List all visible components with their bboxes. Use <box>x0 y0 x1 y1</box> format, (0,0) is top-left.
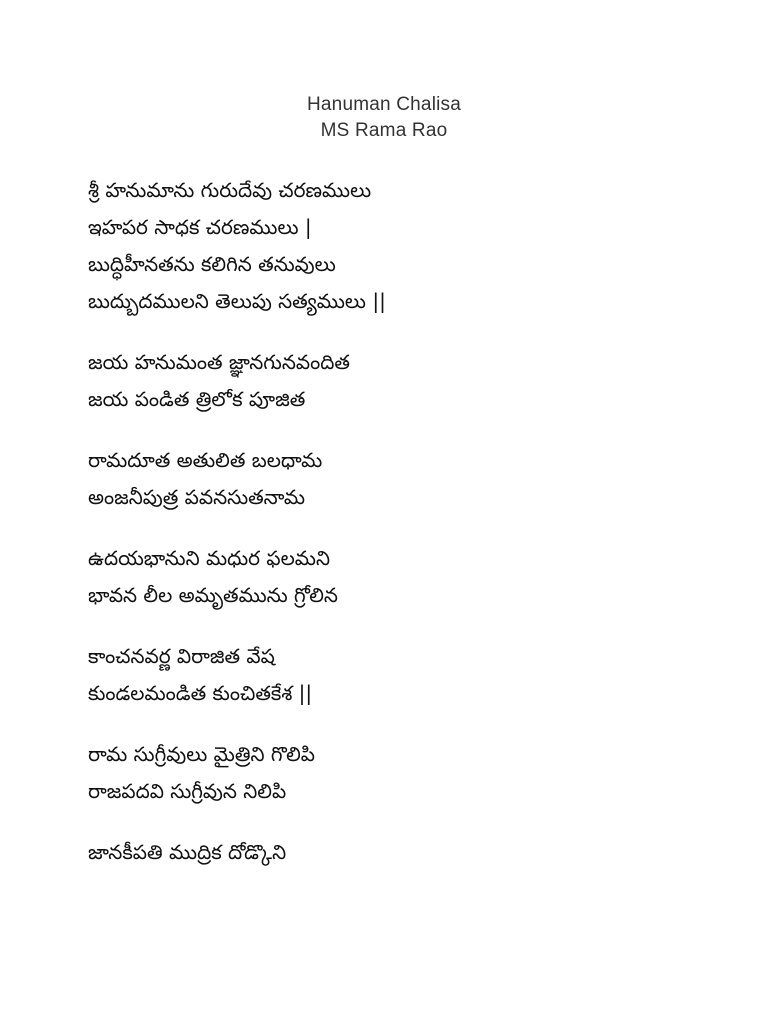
lyrics-body <box>88 172 708 895</box>
verse-line: జయ హనుమంత జ్ఞానగునవందిత <box>88 350 350 374</box>
document-author: MS Rama Rao <box>320 120 448 141</box>
verse-line: బుద్బుదములని తెలుపు సత్యములు || <box>88 289 386 313</box>
stanza-3 <box>88 442 708 516</box>
verse-line: రామదూత అతులిత బలధామ <box>88 448 323 472</box>
verse-line: రాజపదవి సుగ్రీవున నిలిపి <box>88 779 287 803</box>
verse-line: రామ సుగ్రీవులు మైత్రిని గొలిపి <box>88 742 315 766</box>
stanza-2 <box>88 344 708 418</box>
verse-line: ఉదయభానుని మధుర ఫలమని <box>88 546 330 570</box>
verse-line: జానకీపతి ముద్రిక దోడ్కొని <box>88 840 287 864</box>
stanza-5 <box>88 638 708 712</box>
stanza-7 <box>88 834 708 871</box>
stanza-6 <box>88 736 708 810</box>
verse-line: ఇహపర సాధక చరణములు | <box>88 215 312 239</box>
title-block <box>0 92 768 144</box>
verse-line: భావన లీల అమృతమును గ్రోలిన <box>88 583 338 607</box>
document-title: Hanuman Chalisa <box>306 94 462 115</box>
verse-line: శ్రీ హనుమాను గురుదేవు చరణములు <box>88 178 372 202</box>
verse-line: బుద్ధిహీనతను కలిగిన తనువులు <box>88 252 336 276</box>
verse-line: కుండలమండిత కుంచితకేశ || <box>88 681 313 705</box>
verse-line: కాంచనవర్ణ విరాజిత వేష <box>88 644 275 668</box>
stanza-1 <box>88 172 708 320</box>
stanza-4 <box>88 540 708 614</box>
verse-line: అంజనీపుత్ర పవనసుతనామ <box>88 485 305 509</box>
verse-line: జయ పండిత త్రిలోక పూజిత <box>88 387 306 411</box>
